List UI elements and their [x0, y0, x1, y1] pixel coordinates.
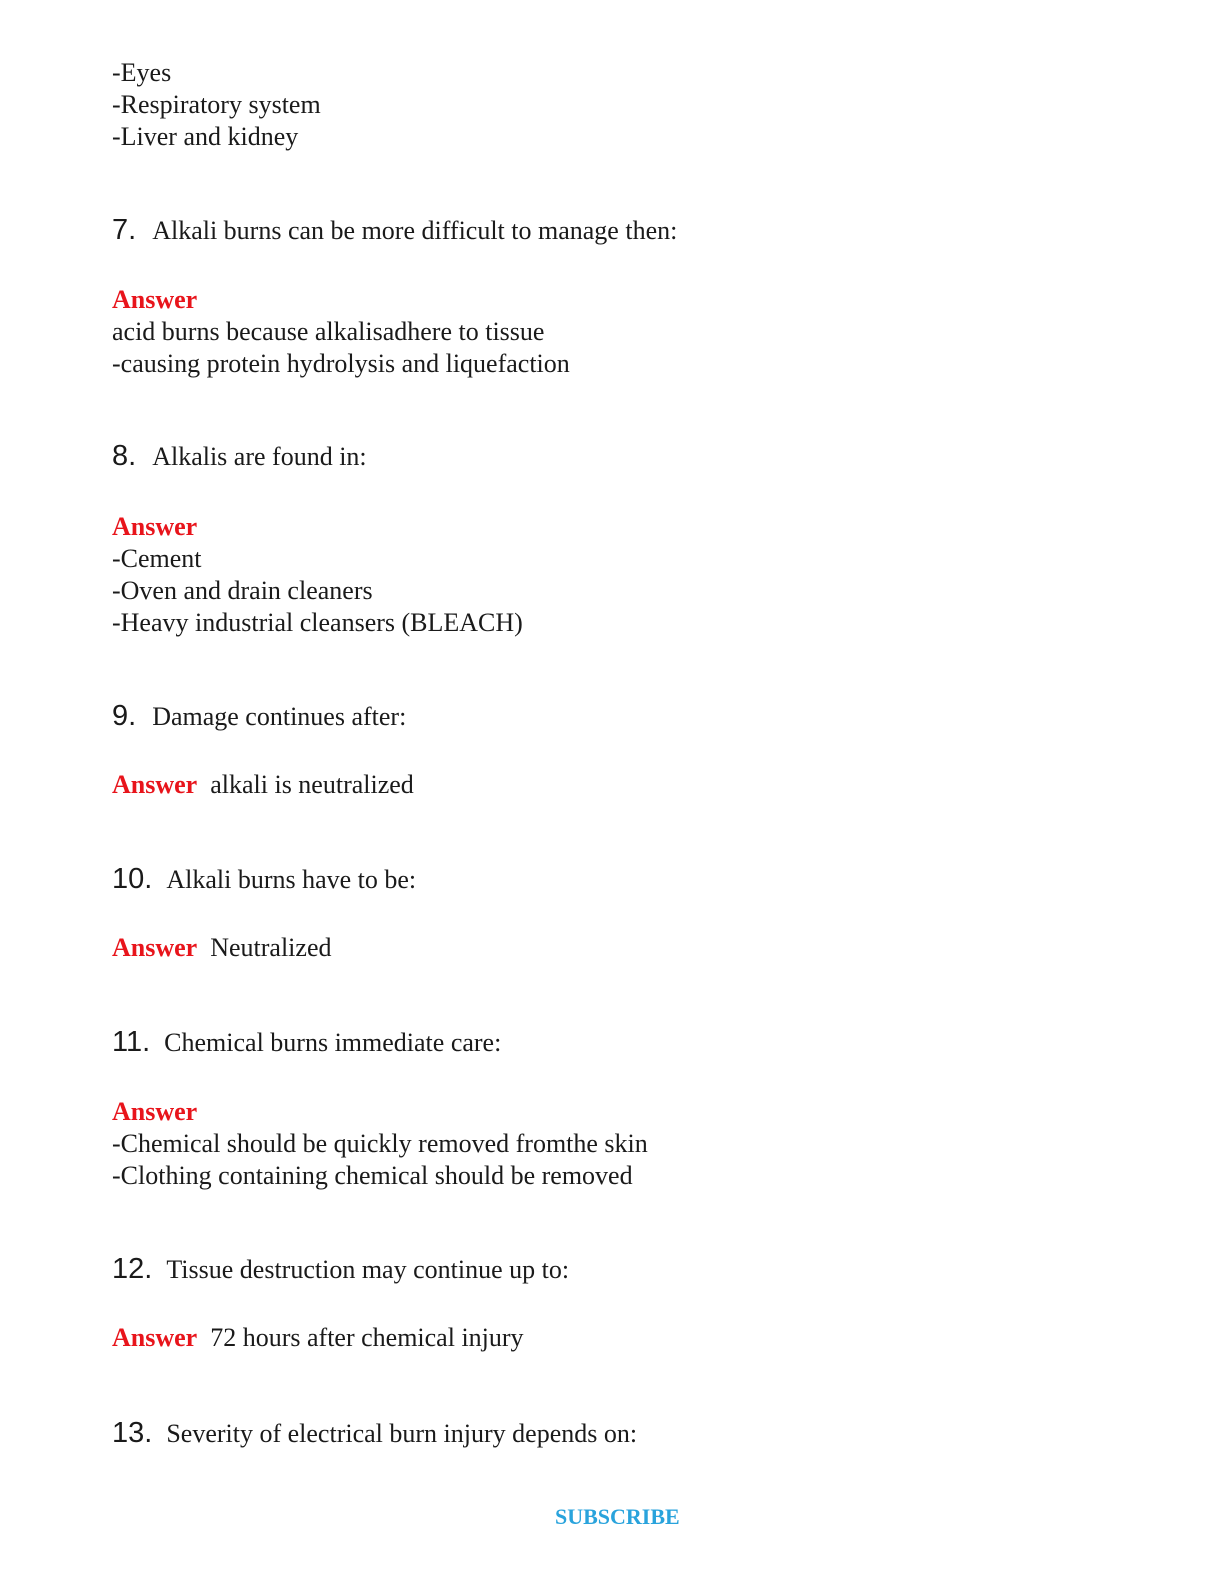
- question-number: 12.: [112, 1253, 153, 1285]
- question-12: [112, 1253, 569, 1286]
- answer-line: -Clothing containing chemical should be removed: [112, 1161, 633, 1190]
- answer-text: Neutralized: [210, 933, 332, 962]
- question-11: [112, 1026, 501, 1059]
- answer-label: Answer: [112, 1097, 198, 1126]
- subscribe-link[interactable]: SUBSCRIBE: [555, 1504, 680, 1529]
- list-item: -Respiratory system: [112, 90, 321, 119]
- answer-label: Answer: [112, 933, 198, 962]
- question-number: 10.: [112, 863, 153, 895]
- question-text: Chemical burns immediate care:: [164, 1028, 502, 1057]
- question-text: Severity of electrical burn injury depends on:: [166, 1419, 638, 1448]
- question-text: Damage continues after:: [152, 702, 407, 731]
- list-item: -Eyes: [112, 58, 172, 87]
- list-item: -Liver and kidney: [112, 122, 299, 151]
- answer-row: [112, 769, 414, 801]
- question-number: 7.: [112, 214, 137, 246]
- answer-row: [112, 1322, 524, 1354]
- answer-label: Answer: [112, 285, 198, 314]
- answer-line: -Heavy industrial cleansers (BLEACH): [112, 608, 523, 637]
- answer-line: -Cement: [112, 544, 202, 573]
- answer-text: alkali is neutralized: [210, 770, 414, 799]
- question-text: Alkalis are found in:: [152, 442, 367, 471]
- answer-label: Answer: [112, 770, 198, 799]
- question-9: [112, 700, 406, 733]
- answer-label: Answer: [112, 512, 198, 541]
- answer-row: [112, 932, 331, 964]
- answer-line: acid burns because alkalisadhere to tissue: [112, 317, 545, 346]
- question-number: 9.: [112, 700, 137, 732]
- answer-line: -Oven and drain cleaners: [112, 576, 373, 605]
- question-text: Tissue destruction may continue up to:: [166, 1255, 570, 1284]
- question-10: [112, 863, 416, 896]
- answer-label: Answer: [112, 1323, 198, 1352]
- answer-line: -causing protein hydrolysis and liquefaction: [112, 349, 570, 378]
- question-7: [112, 214, 677, 247]
- question-number: 13.: [112, 1417, 153, 1449]
- question-13: [112, 1417, 637, 1450]
- question-8: [112, 440, 367, 473]
- question-text: Alkali burns have to be:: [166, 865, 417, 894]
- answer-line: -Chemical should be quickly removed fromthe skin: [112, 1129, 648, 1158]
- answer-text: 72 hours after chemical injury: [210, 1323, 524, 1352]
- question-text: Alkali burns can be more difficult to manage then:: [152, 216, 678, 245]
- question-number: 11.: [112, 1026, 151, 1058]
- question-number: 8.: [112, 440, 137, 472]
